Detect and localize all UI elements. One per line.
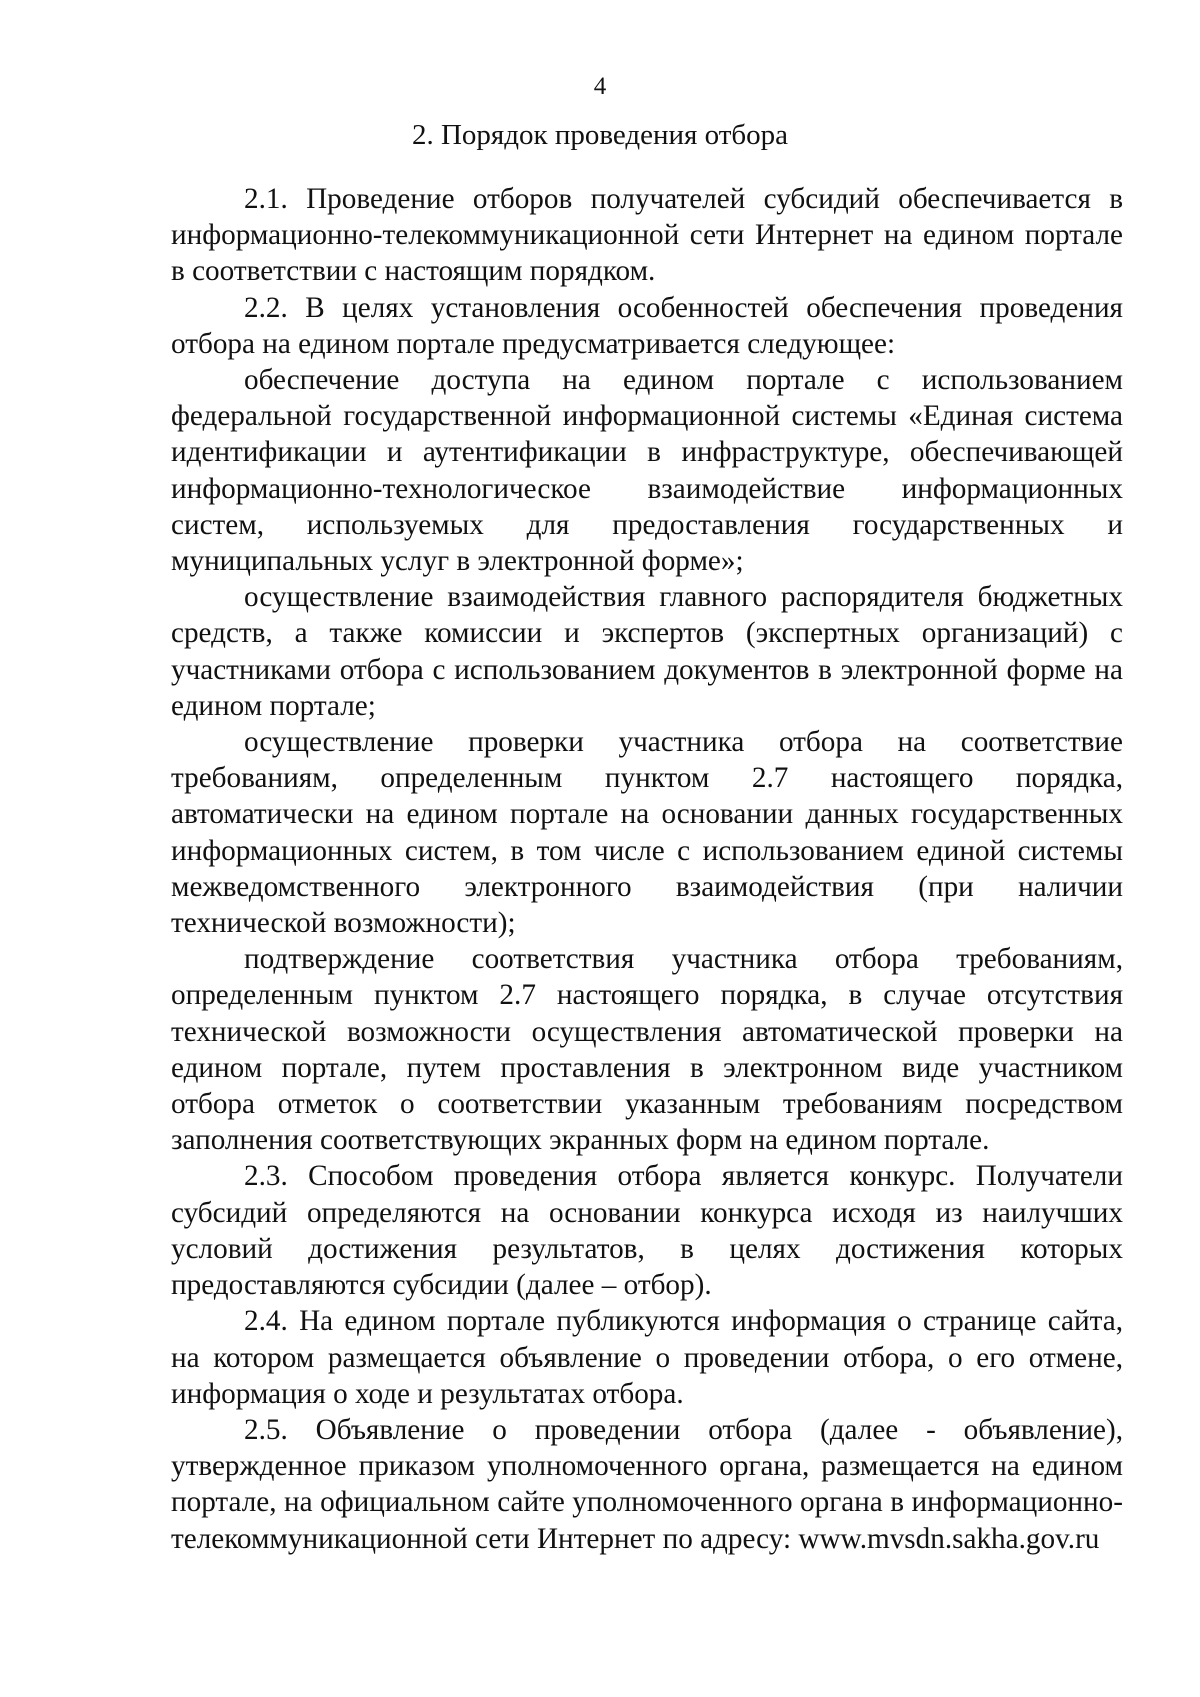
section-title: 2. Порядок проведения отбора <box>411 119 789 151</box>
paragraph-2-1: 2.1. Проведение отборов получателей субсидий обеспечивается в информационно-телекоммуникационной сети Интернет на едином портале в соответствии с настоящим порядком. <box>171 183 1123 288</box>
paragraph-confirmation: подтверждение соответствия участника отбора требованиям, определенным пунктом 2.7 настоящего порядка, в случае отсутствия технической возможности осуществления автоматической проверки на едином портале, путем проставления в электронном виде участником отбора отметок о соответствии указанным требованиям посредством заполнения соответствующих экранных форм на едином портале. <box>171 943 1123 1157</box>
paragraph-2-2: 2.2. В целях установления особенностей обеспечения проведения отбора на едином портале предусматривается следующее: <box>171 291 1123 360</box>
page-number: 4 <box>593 73 607 100</box>
paragraph-2-5: 2.5. Объявление о проведении отбора (далее - объявление), утвержденное приказом уполномоченного органа, размещается на едином портале, на официальном сайте уполномоченного органа в информационно-телекоммуникационной сети Интернет по адресу: www.mvsdn.sakha.gov.ru <box>171 1413 1123 1555</box>
paragraph-access-provision: обеспечение доступа на едином портале с использованием федеральной государственной информационной системы «Единая система идентификации и аутентификации в инфраструктуре, обеспечивающей информационно-технологическое взаимодействие информационных систем, используемых для предоставления государственных и муниципальных услуг в электронной форме»; <box>171 364 1123 578</box>
document-body <box>171 181 1123 1557</box>
paragraph-2-3: 2.3. Способом проведения отбора является конкурс. Получатели субсидий определяются на основании конкурса исходя из наилучших условий достижения результатов, в целях достижения которых предоставляются субсидии (далее – отбор). <box>171 1160 1123 1302</box>
paragraph-automatic-check: осуществление проверки участника отбора на соответствие требованиям, определенным пунктом 2.7 настоящего порядка, автоматически на едином портале на основании данных государственных информационных систем, в том числе с использованием единой системы межведомственного электронного взаимодействия (при наличии технической возможности); <box>171 726 1123 940</box>
paragraph-2-4: 2.4. На едином портале публикуются информация о странице сайта, на котором размещается объявление о проведении отбора, о его отмене, информация о ходе и результатах отбора. <box>171 1305 1123 1410</box>
paragraph-interaction: осуществление взаимодействия главного распорядителя бюджетных средств, а также комиссии и экспертов (экспертных организаций) с участниками отбора с использованием документов в электронной форме на едином портале; <box>171 581 1123 722</box>
